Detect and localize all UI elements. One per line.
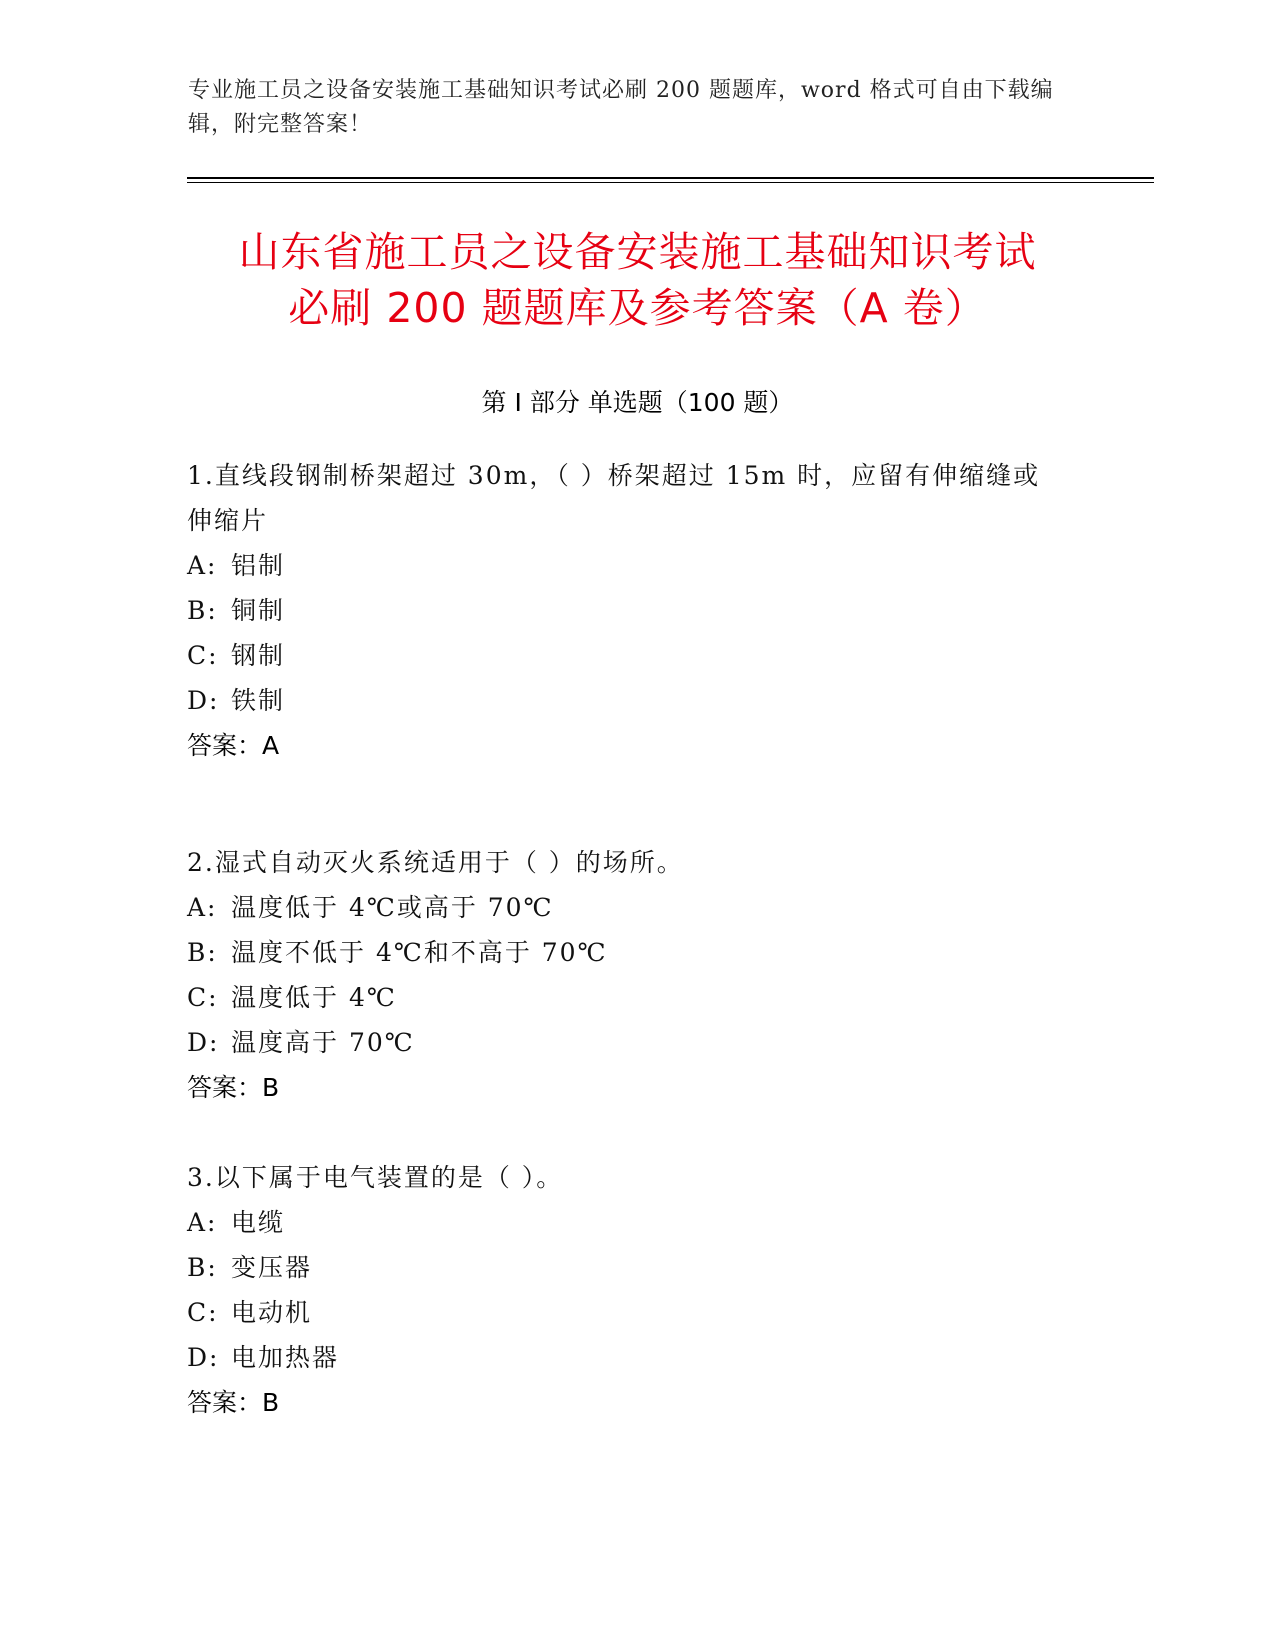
- question-stem: 1.直线段钢制桥架超过 30m，（ ）桥架超过 15m 时，应留有伸缩缝或伸缩片: [187, 461, 1041, 535]
- answer-line: 答案：A: [187, 731, 280, 760]
- option-text: 电加热器: [231, 1343, 340, 1372]
- answer-line: 答案：B: [187, 1388, 280, 1417]
- option-text: 温度高于 70℃: [231, 1028, 415, 1057]
- document-title-line-1: 山东省施工员之设备安装施工基础知识考试: [238, 228, 1037, 276]
- option-letter: C:: [187, 641, 219, 670]
- header-note: 专业施工员之设备安装施工基础知识考试必刷 200 题题库，word 格式可自由下载编辑，附完整答案！: [188, 78, 1054, 137]
- option-text: 电缆: [231, 1208, 286, 1237]
- option-letter: A:: [187, 1208, 218, 1237]
- question-1: [187, 453, 1067, 768]
- option-letter: C:: [187, 983, 219, 1012]
- option-text: 温度低于 4℃: [231, 983, 397, 1012]
- header-rule-thin: [187, 182, 1154, 183]
- option-text: 温度不低于 4℃和不高于 70℃: [231, 938, 608, 967]
- option-d: [187, 678, 1067, 723]
- option-text: 铜制: [231, 596, 286, 625]
- option-c: [187, 633, 1067, 678]
- option-b: [187, 930, 1067, 975]
- option-letter: A:: [187, 551, 218, 580]
- option-letter: C:: [187, 1298, 219, 1327]
- option-d: [187, 1335, 1067, 1380]
- option-text: 变压器: [231, 1253, 313, 1282]
- answer-line: 答案：B: [187, 1073, 280, 1102]
- question-stem: 3.以下属于电气装置的是（ ）。: [187, 1163, 564, 1192]
- option-a: [187, 1200, 1067, 1245]
- option-letter: D:: [187, 686, 220, 715]
- option-text: 铁制: [231, 686, 286, 715]
- option-text: 电动机: [231, 1298, 313, 1327]
- option-c: [187, 1290, 1067, 1335]
- question-2: [187, 840, 1067, 1110]
- question-3: [187, 1155, 1067, 1425]
- option-letter: D:: [187, 1343, 220, 1372]
- option-letter: D:: [187, 1028, 220, 1057]
- option-a: [187, 885, 1067, 930]
- option-b: [187, 1245, 1067, 1290]
- option-letter: B:: [187, 596, 218, 625]
- header-rule-thick: [187, 177, 1154, 179]
- option-letter: B:: [187, 938, 218, 967]
- document-title-line-2: 必刷 200 题题库及参考答案（A 卷）: [288, 284, 987, 332]
- section-title: 第 I 部分 单选题（100 题）: [481, 388, 794, 417]
- option-text: 钢制: [231, 641, 286, 670]
- option-text: 铝制: [231, 551, 286, 580]
- option-b: [187, 588, 1067, 633]
- option-c: [187, 975, 1067, 1020]
- document-title: [150, 224, 1125, 336]
- option-letter: B:: [187, 1253, 218, 1282]
- question-stem: 2.湿式自动灭火系统适用于（ ）的场所。: [187, 848, 684, 877]
- option-letter: A:: [187, 893, 218, 922]
- option-d: [187, 1020, 1067, 1065]
- option-text: 温度低于 4℃或高于 70℃: [231, 893, 554, 922]
- option-a: [187, 543, 1067, 588]
